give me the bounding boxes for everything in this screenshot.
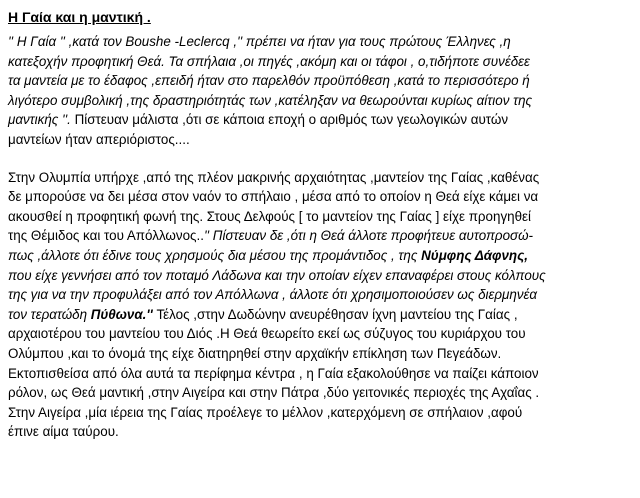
paragraph-2 [8,168,632,442]
italic-run: '' Πίστευαν δε ,ότι η Θεά άλλοτε προφήτευε αυτοπροσώ- [203,228,534,244]
paragraph-line: μαντείων ήταν απεριόριστος.... [8,131,190,147]
paragraph-line: ρόλον, ως Θεά μαντική ,στην Αιγείρα και στην Πάτρα ,δύο γειτονικές περιοχές της Αχαΐας . [8,385,540,401]
document-title: Η Γαία και η μαντική . [8,9,151,25]
paragraph-line: που είχε γεννήσει από τον ποταμό Λάδωνα και την οποίαν είχεν επαναφέρει στους κόλπους [8,267,546,283]
paragraph-gap [8,150,632,168]
paragraph-line: της για να την προφυλάξει από τον Απόλλωνα , άλλοτε ότι χρησιμοποιούσεν ως διερμηνέα [8,287,538,303]
paragraph-line [8,305,632,325]
paragraph-line: Στην Ολυμπία υπήρχε ,από της πλέον μακρινής αρχαιότητας ,μαντείον της Γαίας ,καθένας [8,169,540,185]
paragraph-1 [8,32,632,150]
paragraph-line: Εκτοπισθείσα από όλα αυτά τα περίφημα κέντρα , η Γαία εξακολούθησε να παίζει κάποιον [8,365,539,381]
bold-italic-run: Πύθωνα.'' [90,306,157,322]
italic-run: πως ,άλλοτε ότι έδινε τους χρησμούς δια μέσου της προμάντιδος , της [8,247,422,263]
paragraph-line: τα μαντεία με το έδαφος ,επειδή ήταν στο παρελθόν προϋπόθεση ,κατά το περισσότερο ή [8,73,530,89]
bold-italic-run: Νύμφης Δάφνης, [421,247,528,263]
plain-run: της Θέμιδος και του Απόλλωνος.. [8,228,204,244]
paragraph-line: Ολύμπου ,και το όνομά της είχε διατηρηθεί στην αρχαϊκήν επίκληση των Πεγεάδων. [8,345,502,361]
paragraph-line: '' Η Γαία '' ,κατά τον Boushe -Leclercq ,'' πρέπει να ήταν για τους πρώτους Έλληνες ,η [8,34,511,49]
paragraph-line [8,110,632,130]
paragraph-line: δε μπορούσε να δει μέσα στον ναόν το σπήλαιο , μέσα από το οποίον η Θεά είχε κάμει να [8,189,539,205]
paragraph-line: κατεξοχήν προφητική Θεά. Τα σπήλαια ,οι πηγές ,ακόμη και οι τάφοι , ο,τιδήποτε συνέδεε [8,53,530,69]
paragraph-line: ακουσθεί η προφητική φωνή της. Στους Δελφούς [ το μαντείον της Γαίας ] είχε προηγηθεί [8,208,531,224]
plain-run: Τέλος ,στην Δωδώνην ανευρέθησαν ίχνη μαντείου της Γαίας , [156,306,518,322]
paragraph-line: λιγότερο συμβολική ,της δραστηριότητάς των ,κατέληξαν να θεωρούνται κυρίως αίτιον της [8,92,533,108]
italic-run: τον τερατώδη [8,306,91,322]
plain-run: Πίστευαν μάλιστα ,ότι σε κάποια εποχή ο αριθμός των γεωλογικών αυτών [70,112,509,128]
italic-run: μαντικής ''. [8,112,71,128]
paragraph-line: Στην Αιγείρα ,μία ιέρεια της Γαίας προέλεγε το μέλλον ,κατερχόμενη σε σπήλαιον ,αφού [8,404,523,420]
paragraph-line: αρχαιοτέρου του μαντείου του Διός .Η Θεά θεωρείτο εκεί ως σύζυγος του κυριάρχου του [8,326,526,342]
paragraph-line [8,226,632,246]
paragraph-line [8,246,632,266]
paragraph-line: έπινε αίμα ταύρου. [8,424,119,440]
